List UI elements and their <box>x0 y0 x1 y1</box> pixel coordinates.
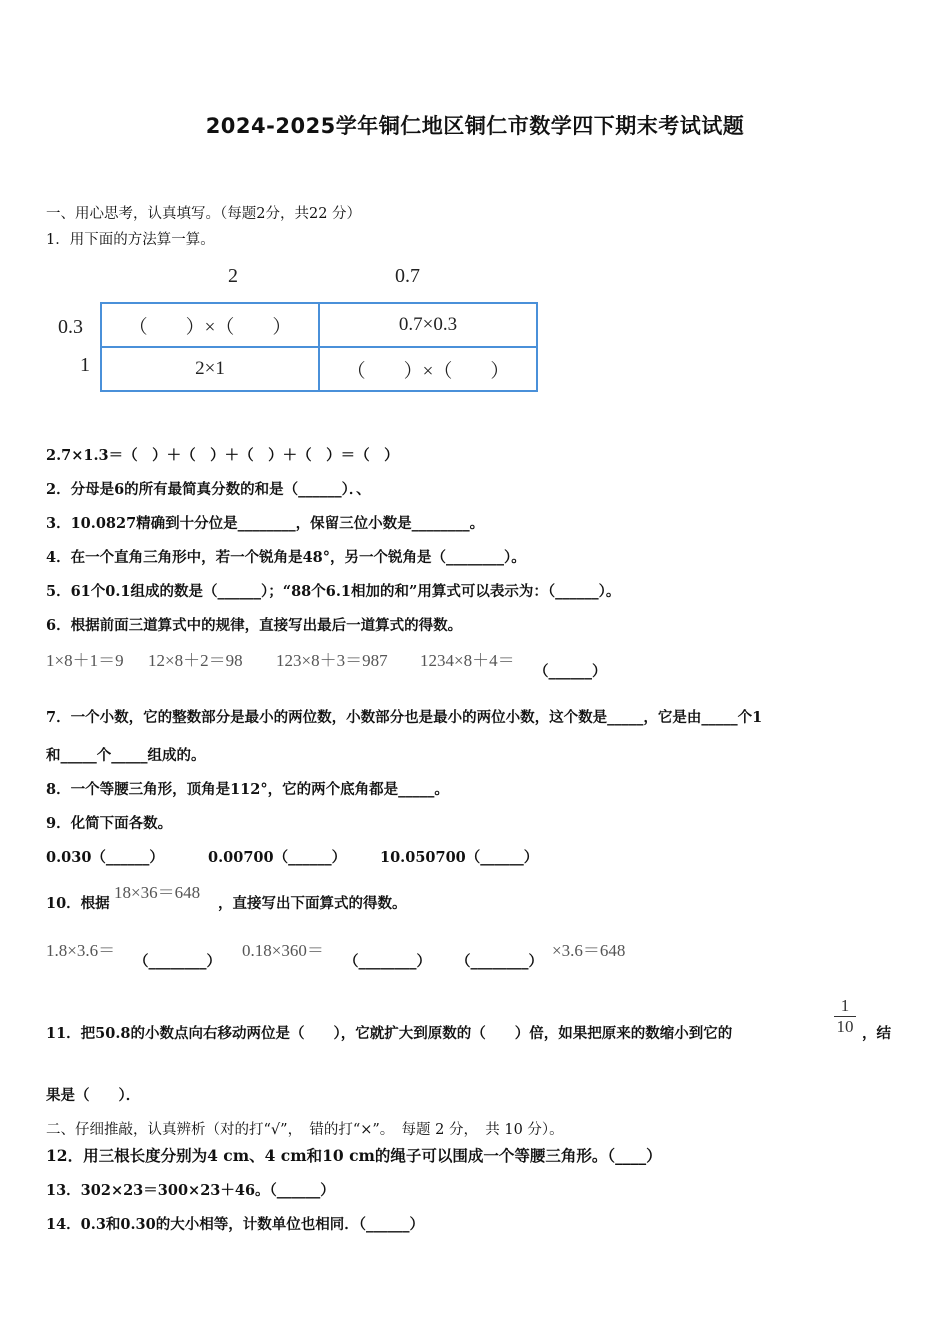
question-9: 9．化简下面各数。 <box>46 815 173 832</box>
question-10-suffix: ，直接写出下面算式的得数。 <box>218 895 407 912</box>
formula: 1×8＋1＝9 <box>46 651 124 670</box>
question-1: 1．用下面的方法算一算。 <box>46 232 215 248</box>
question-7: 7．一个小数，它的整数部分是最小的两位数，小数部分也是最小的两位小数，这个数是_____，它是由_____个1 <box>46 709 763 726</box>
formula: 0.18×360＝ <box>242 941 324 960</box>
grid-cell: 0.7×0.3 <box>319 303 537 347</box>
answer-blank: （______） <box>534 663 607 680</box>
question-7-cont: 和_____个_____组成的。 <box>46 747 206 764</box>
grid-cell: （ ）×（ ） <box>101 303 319 347</box>
question-11-cont: 果是（ ）． <box>46 1087 141 1104</box>
question-3: 3．10.0827精确到十分位是________，保留三位小数是________。 <box>46 515 485 532</box>
figure-row-label: 0.3 <box>58 316 83 338</box>
section1-header: 一、用心思考，认真填写。（每题2分，共22 分） <box>46 206 362 222</box>
formula: 1.8×3.6＝ <box>46 941 116 960</box>
question-6: 6．根据前面三道算式中的规律，直接写出最后一道算式的得数。 <box>46 617 463 634</box>
page-title: 2024-2025学年铜仁地区铜仁市数学四下期末考试试题 <box>205 114 745 138</box>
question-14: 14．0.3和0.30的大小相等，计数单位也相同．（______） <box>46 1216 424 1233</box>
answer-blank: （________） <box>456 953 543 970</box>
question-10: 10．根据 <box>46 895 110 912</box>
fraction <box>834 996 856 1037</box>
simplify-item: 0.030（______） <box>46 849 164 866</box>
grid-cell: 2×1 <box>101 347 319 391</box>
question-11-end: ，结 <box>862 1025 891 1042</box>
multiplication-grid <box>100 302 538 392</box>
section2-header: 二、仔细推敲，认真辨析（对的打“√”， 错的打“×”。 每题 2 分， 共 10 分）。 <box>46 1122 564 1138</box>
formula: 12×8＋2＝98 <box>148 651 243 670</box>
question-5: 5．61个0.1组成的数是（______）；“88个6.1相加的和”用算式可以表示为：（______）。 <box>46 583 621 600</box>
answer-blank: （________） <box>344 953 431 970</box>
formula: 123×8＋3＝987 <box>276 651 388 670</box>
question-8: 8．一个等腰三角形，顶角是112°，它的两个底角都是_____。 <box>46 781 449 798</box>
answer-blank: （________） <box>134 953 221 970</box>
given-formula: 18×36＝648 <box>114 883 201 902</box>
fraction-numerator: 1 <box>834 996 856 1017</box>
formula: ×3.6＝648 <box>552 941 626 960</box>
question-1-equation: 2.7×1.3＝（ ）＋（ ）＋（ ）＋（ ）＝（ ） <box>46 447 399 464</box>
figure-col-label: 0.7 <box>395 265 420 287</box>
simplify-item: 10.050700（______） <box>380 849 539 866</box>
formula: 1234×8＋4＝ <box>420 651 515 670</box>
question-2: 2．分母是6的所有最简真分数的和是（______）．、 <box>46 481 371 498</box>
fraction-denominator: 10 <box>836 1017 854 1036</box>
simplify-item: 0.00700（______） <box>208 849 347 866</box>
question-13: 13．302×23＝300×23＋46。（______） <box>46 1182 335 1199</box>
figure-row-label: 1 <box>80 354 90 376</box>
figure-col-label: 2 <box>228 265 238 287</box>
question-12: 12．用三根长度分别为4 cm、4 cm和10 cm的绳子可以围成一个等腰三角形。（____） <box>46 1146 662 1165</box>
question-11: 11．把50.8的小数点向右移动两位是（ ），它就扩大到原数的（ ）倍，如果把原来的数缩小到它的 <box>46 1025 733 1042</box>
question-4: 4．在一个直角三角形中，若一个锐角是48°，另一个锐角是（________）。 <box>46 549 526 566</box>
grid-cell: （ ）×（ ） <box>319 347 537 391</box>
